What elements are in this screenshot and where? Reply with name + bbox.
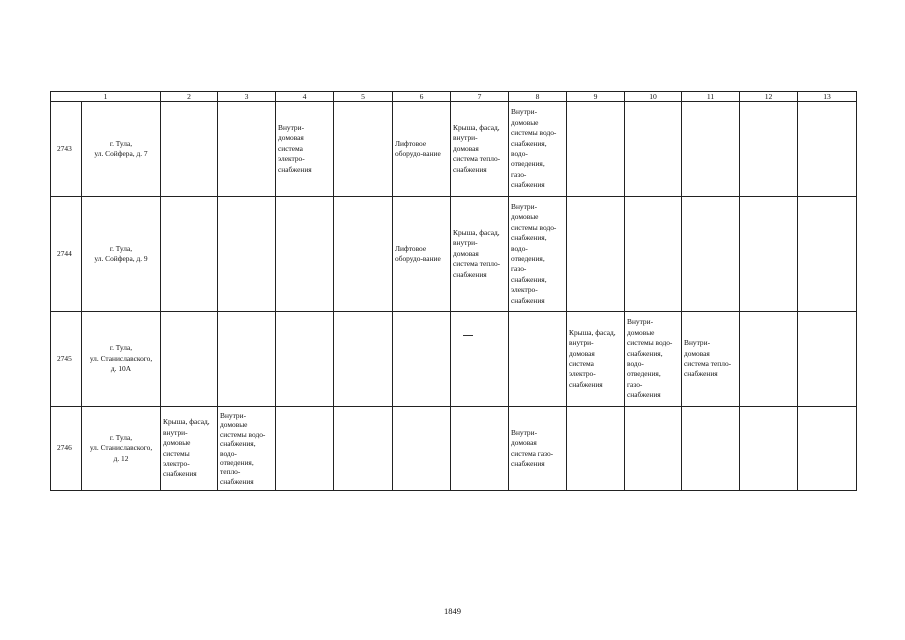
cell-col-5: [334, 102, 393, 197]
header-col-10: 10: [625, 92, 682, 102]
cell-col-5: [334, 407, 393, 491]
cell-col-13: [798, 312, 857, 407]
cell-col-6: [393, 312, 451, 407]
cell-col-5: [334, 312, 393, 407]
cell-col-11: [682, 407, 740, 491]
header-col-6: 6: [393, 92, 451, 102]
row-number: 2744: [51, 197, 82, 312]
cell-col-8: Внутри- домовые системы водо- снабжения, водо- отведения, газо- снабжения: [509, 102, 567, 197]
cell-col-4: [276, 197, 334, 312]
table-row: [51, 102, 857, 197]
cell-col-10: Внутри- домовые системы водо- снабжения, водо- отведения, газо- снабжения: [625, 312, 682, 407]
header-col-1: 1: [51, 92, 161, 102]
cell-col-8: Внутри- домовые системы водо- снабжения, водо- отведения, газо- снабжения, электро- снабжения: [509, 197, 567, 312]
header-col-8: 8: [509, 92, 567, 102]
address-cell: г. Тула, ул. Станиславского, д. 12: [82, 407, 161, 491]
address-cell: г. Тула, ул. Сойфера, д. 9: [82, 197, 161, 312]
cell-col-8: [509, 312, 567, 407]
cell-col-7: [451, 312, 509, 407]
header-col-5: 5: [334, 92, 393, 102]
dash-mark: [463, 335, 473, 336]
cell-col-13: [798, 407, 857, 491]
cell-col-4: Внутри- домовая система электро- снабжения: [276, 102, 334, 197]
header-col-3: 3: [218, 92, 276, 102]
cell-col-13: [798, 102, 857, 197]
cell-col-12: [740, 102, 798, 197]
cell-col-5: [334, 197, 393, 312]
header-col-13: 13: [798, 92, 857, 102]
cell-col-3: [218, 197, 276, 312]
cell-col-4: [276, 407, 334, 491]
cell-col-6: Лифтовое оборудо-вание: [393, 102, 451, 197]
table-row: [51, 312, 857, 407]
cell-col-11: Внутри- домовая система тепло- снабжения: [682, 312, 740, 407]
cell-col-3: [218, 312, 276, 407]
cell-col-6: Лифтовое оборудо-вание: [393, 197, 451, 312]
cell-col-3: [218, 102, 276, 197]
capital-repair-schedule-table: [50, 91, 857, 491]
cell-col-12: [740, 312, 798, 407]
cell-col-2: [161, 312, 218, 407]
header-col-9: 9: [567, 92, 625, 102]
cell-col-12: [740, 407, 798, 491]
header-row: [51, 92, 857, 102]
cell-col-3: Внутри- домовые системы водо- снабжения, водо- отведения, тепло- снабжения: [218, 407, 276, 491]
cell-col-8: Внутри- домовая система газо- снабжения: [509, 407, 567, 491]
cell-col-13: [798, 197, 857, 312]
cell-col-6: [393, 407, 451, 491]
address-cell: г. Тула, ул. Станиславского, д. 10А: [82, 312, 161, 407]
cell-col-2: Крыша, фасад, внутри- домовые системы электро- снабжения: [161, 407, 218, 491]
table-row: [51, 197, 857, 312]
cell-col-9: [567, 102, 625, 197]
cell-col-11: [682, 102, 740, 197]
cell-col-10: [625, 407, 682, 491]
header-col-12: 12: [740, 92, 798, 102]
cell-col-9: [567, 407, 625, 491]
cell-col-11: [682, 197, 740, 312]
page-number: 1849: [444, 606, 461, 616]
cell-col-12: [740, 197, 798, 312]
header-col-7: 7: [451, 92, 509, 102]
cell-col-7: Крыша, фасад, внутри- домовая система тепло- снабжения: [451, 102, 509, 197]
cell-col-2: [161, 197, 218, 312]
cell-col-4: [276, 312, 334, 407]
cell-col-9: [567, 197, 625, 312]
header-col-2: 2: [161, 92, 218, 102]
cell-col-7: [451, 407, 509, 491]
header-col-11: 11: [682, 92, 740, 102]
cell-col-10: [625, 197, 682, 312]
cell-col-9: Крыша, фасад, внутри- домовая система электро- снабжения: [567, 312, 625, 407]
cell-col-2: [161, 102, 218, 197]
row-number: 2746: [51, 407, 82, 491]
header-col-4: 4: [276, 92, 334, 102]
cell-col-10: [625, 102, 682, 197]
address-cell: г. Тула, ул. Сойфера, д. 7: [82, 102, 161, 197]
row-number: 2745: [51, 312, 82, 407]
cell-col-7: Крыша, фасад, внутри- домовая система тепло- снабжения: [451, 197, 509, 312]
row-number: 2743: [51, 102, 82, 197]
table-row: [51, 407, 857, 491]
